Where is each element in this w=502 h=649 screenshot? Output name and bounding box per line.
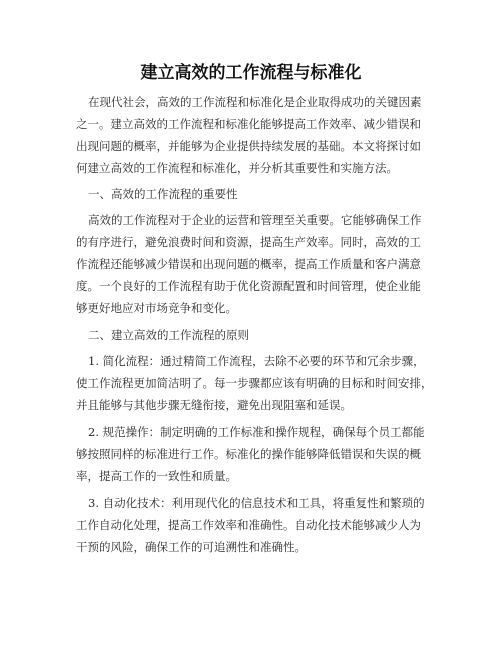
paragraph-line: 高效的工作流程对于企业的运营和管理至关重要。它能够确保工作 bbox=[88, 213, 422, 227]
list-item-line: 够按照同样的标准进行工作。标准化的操作能够降低错误和失误的概 bbox=[76, 447, 421, 461]
list-item-line: 3. 自动化技术：利用现代化的信息技术和工具，将重复性和繁琐的 bbox=[88, 496, 425, 510]
list-item-line: 使工作流程更加简洁明了。每一步骤都应该有明确的目标和时间安排， bbox=[76, 376, 433, 390]
paragraph-line: 的有序进行，避免浪费时间和资源，提高生产效率。同时，高效的工 bbox=[76, 235, 421, 249]
list-item-line: 干预的风险，确保工作的可追溯性和准确性。 bbox=[76, 540, 306, 554]
section-heading: 一、高效的工作流程的重要性 bbox=[88, 187, 238, 201]
document-title: 建立高效的工作流程与标准化 bbox=[140, 63, 362, 83]
list-item-line: 1. 简化流程：通过精简工作流程，去除不必要的环节和冗余步骤， bbox=[88, 354, 425, 368]
list-item-line: 2. 规范操作：制定明确的工作标准和操作规程，确保每个员工都能 bbox=[88, 425, 425, 439]
intro-line: 在现代社会，高效的工作流程和标准化是企业取得成功的关键因素 bbox=[88, 95, 422, 109]
paragraph-line: 度。一个良好的工作流程有助于优化资源配置和时间管理，使企业能 bbox=[76, 279, 421, 293]
paragraph-line: 够更好地应对市场竞争和变化。 bbox=[76, 301, 237, 315]
section-heading: 二、建立高效的工作流程的原则 bbox=[88, 328, 249, 342]
list-item-line: 率，提高工作的一致性和质量。 bbox=[76, 469, 237, 483]
list-item-line: 并且能够与其他步骤无缝衔接，避免出现阻塞和延误。 bbox=[76, 398, 352, 412]
paragraph-line: 作流程还能够减少错误和出现问题的概率，提高工作质量和客户满意 bbox=[76, 257, 421, 271]
intro-line: 之一。建立高效的工作流程和标准化能够提高工作效率、减少错误和 bbox=[76, 117, 421, 131]
intro-line: 何建立高效的工作流程和标准化，并分析其重要性和实施方法。 bbox=[76, 161, 398, 175]
intro-line: 出现问题的概率，并能够为企业提供持续发展的基础。本文将探讨如 bbox=[76, 139, 421, 153]
list-item-line: 工作自动化处理，提高工作效率和准确性。自动化技术能够减少人为 bbox=[76, 518, 421, 532]
